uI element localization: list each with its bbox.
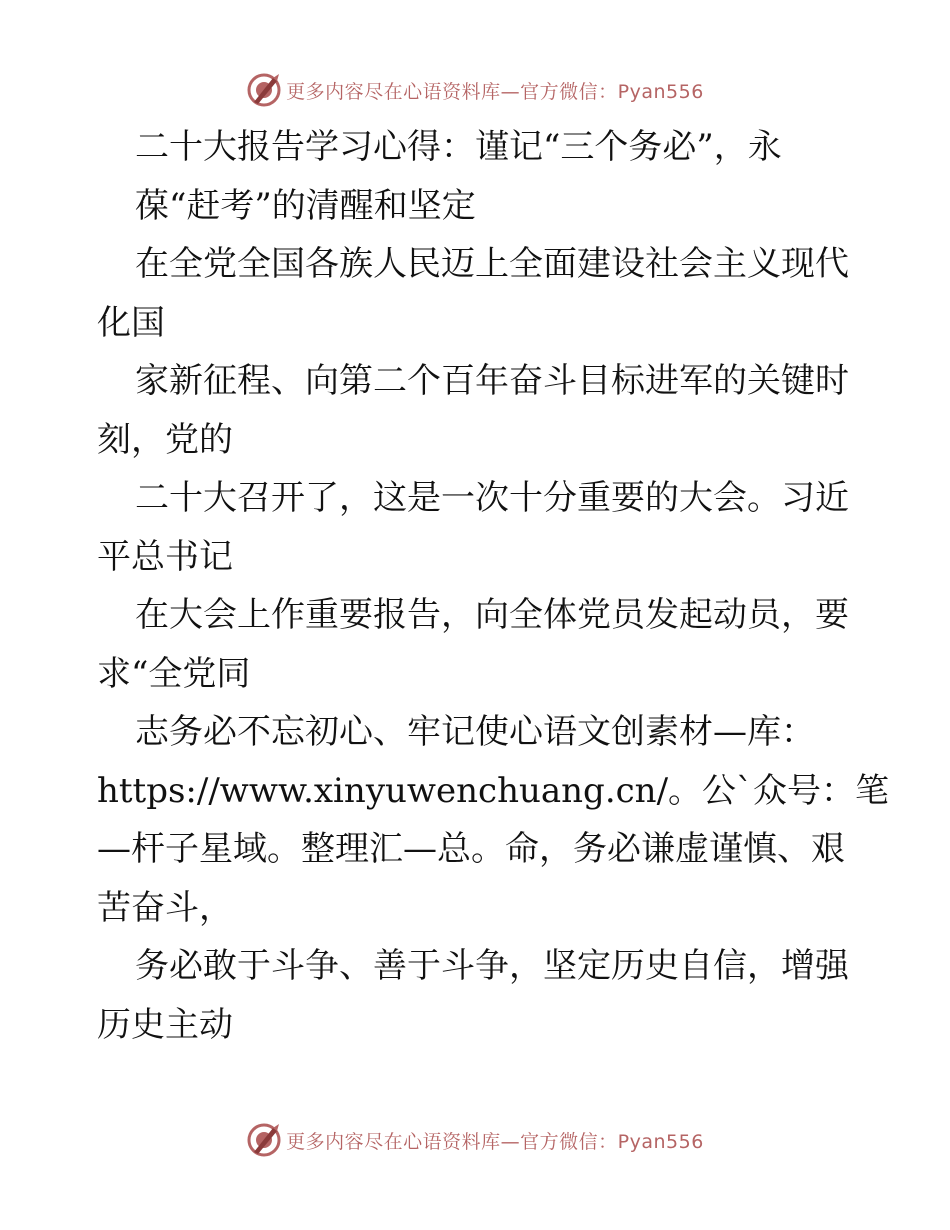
paragraph-line: 家新征程、向第二个百年奋斗目标进军的关键时 [135,361,849,401]
paragraph-line: 化国 [97,302,165,343]
footer-banner [0,1120,950,1160]
paragraph-line: 求“全党同 [97,653,251,694]
paragraph-line: 苦奋斗， [97,887,233,928]
paragraph-line: 历史主动 [97,1004,233,1045]
footer-banner-text: 更多内容尽在心语资料库—官方微信：Pyan556 [286,1130,704,1153]
document-title-line-2: 葆“赶考”的清醒和坚定 [135,185,476,226]
paragraph-line: 平总书记 [97,536,233,577]
paragraph-line: 刻，党的 [97,419,233,460]
paragraph-line: 志务必不忘初心、牢记使心语文创素材—库： [135,712,815,752]
header-banner-text: 更多内容尽在心语资料库—官方微信：Pyan556 [286,80,704,103]
quill-pen-logo-icon [246,72,282,108]
document-title-line-1: 二十大报告学习心得：谨记“三个务必”，永 [135,127,782,167]
quill-pen-logo-icon [246,1122,282,1158]
paragraph-line: —杆子星域。整理汇—总。命，务必谦虚谨慎、艰 [97,829,845,869]
document-body [97,118,890,1054]
paragraph-line: 在大会上作重要报告，向全体党员发起动员，要 [135,595,849,635]
paragraph-line: 务必敢于斗争、善于斗争，坚定历史自信，增强 [135,946,849,986]
paragraph-line-url: https://www.xinyuwenchuang.cn/。公`众号：笔 [97,770,890,811]
header-banner [0,70,950,110]
paragraph-line: 在全党全国各族人民迈上全面建设社会主义现代 [135,244,849,284]
paragraph-line: 二十大召开了，这是一次十分重要的大会。习近 [135,478,849,518]
